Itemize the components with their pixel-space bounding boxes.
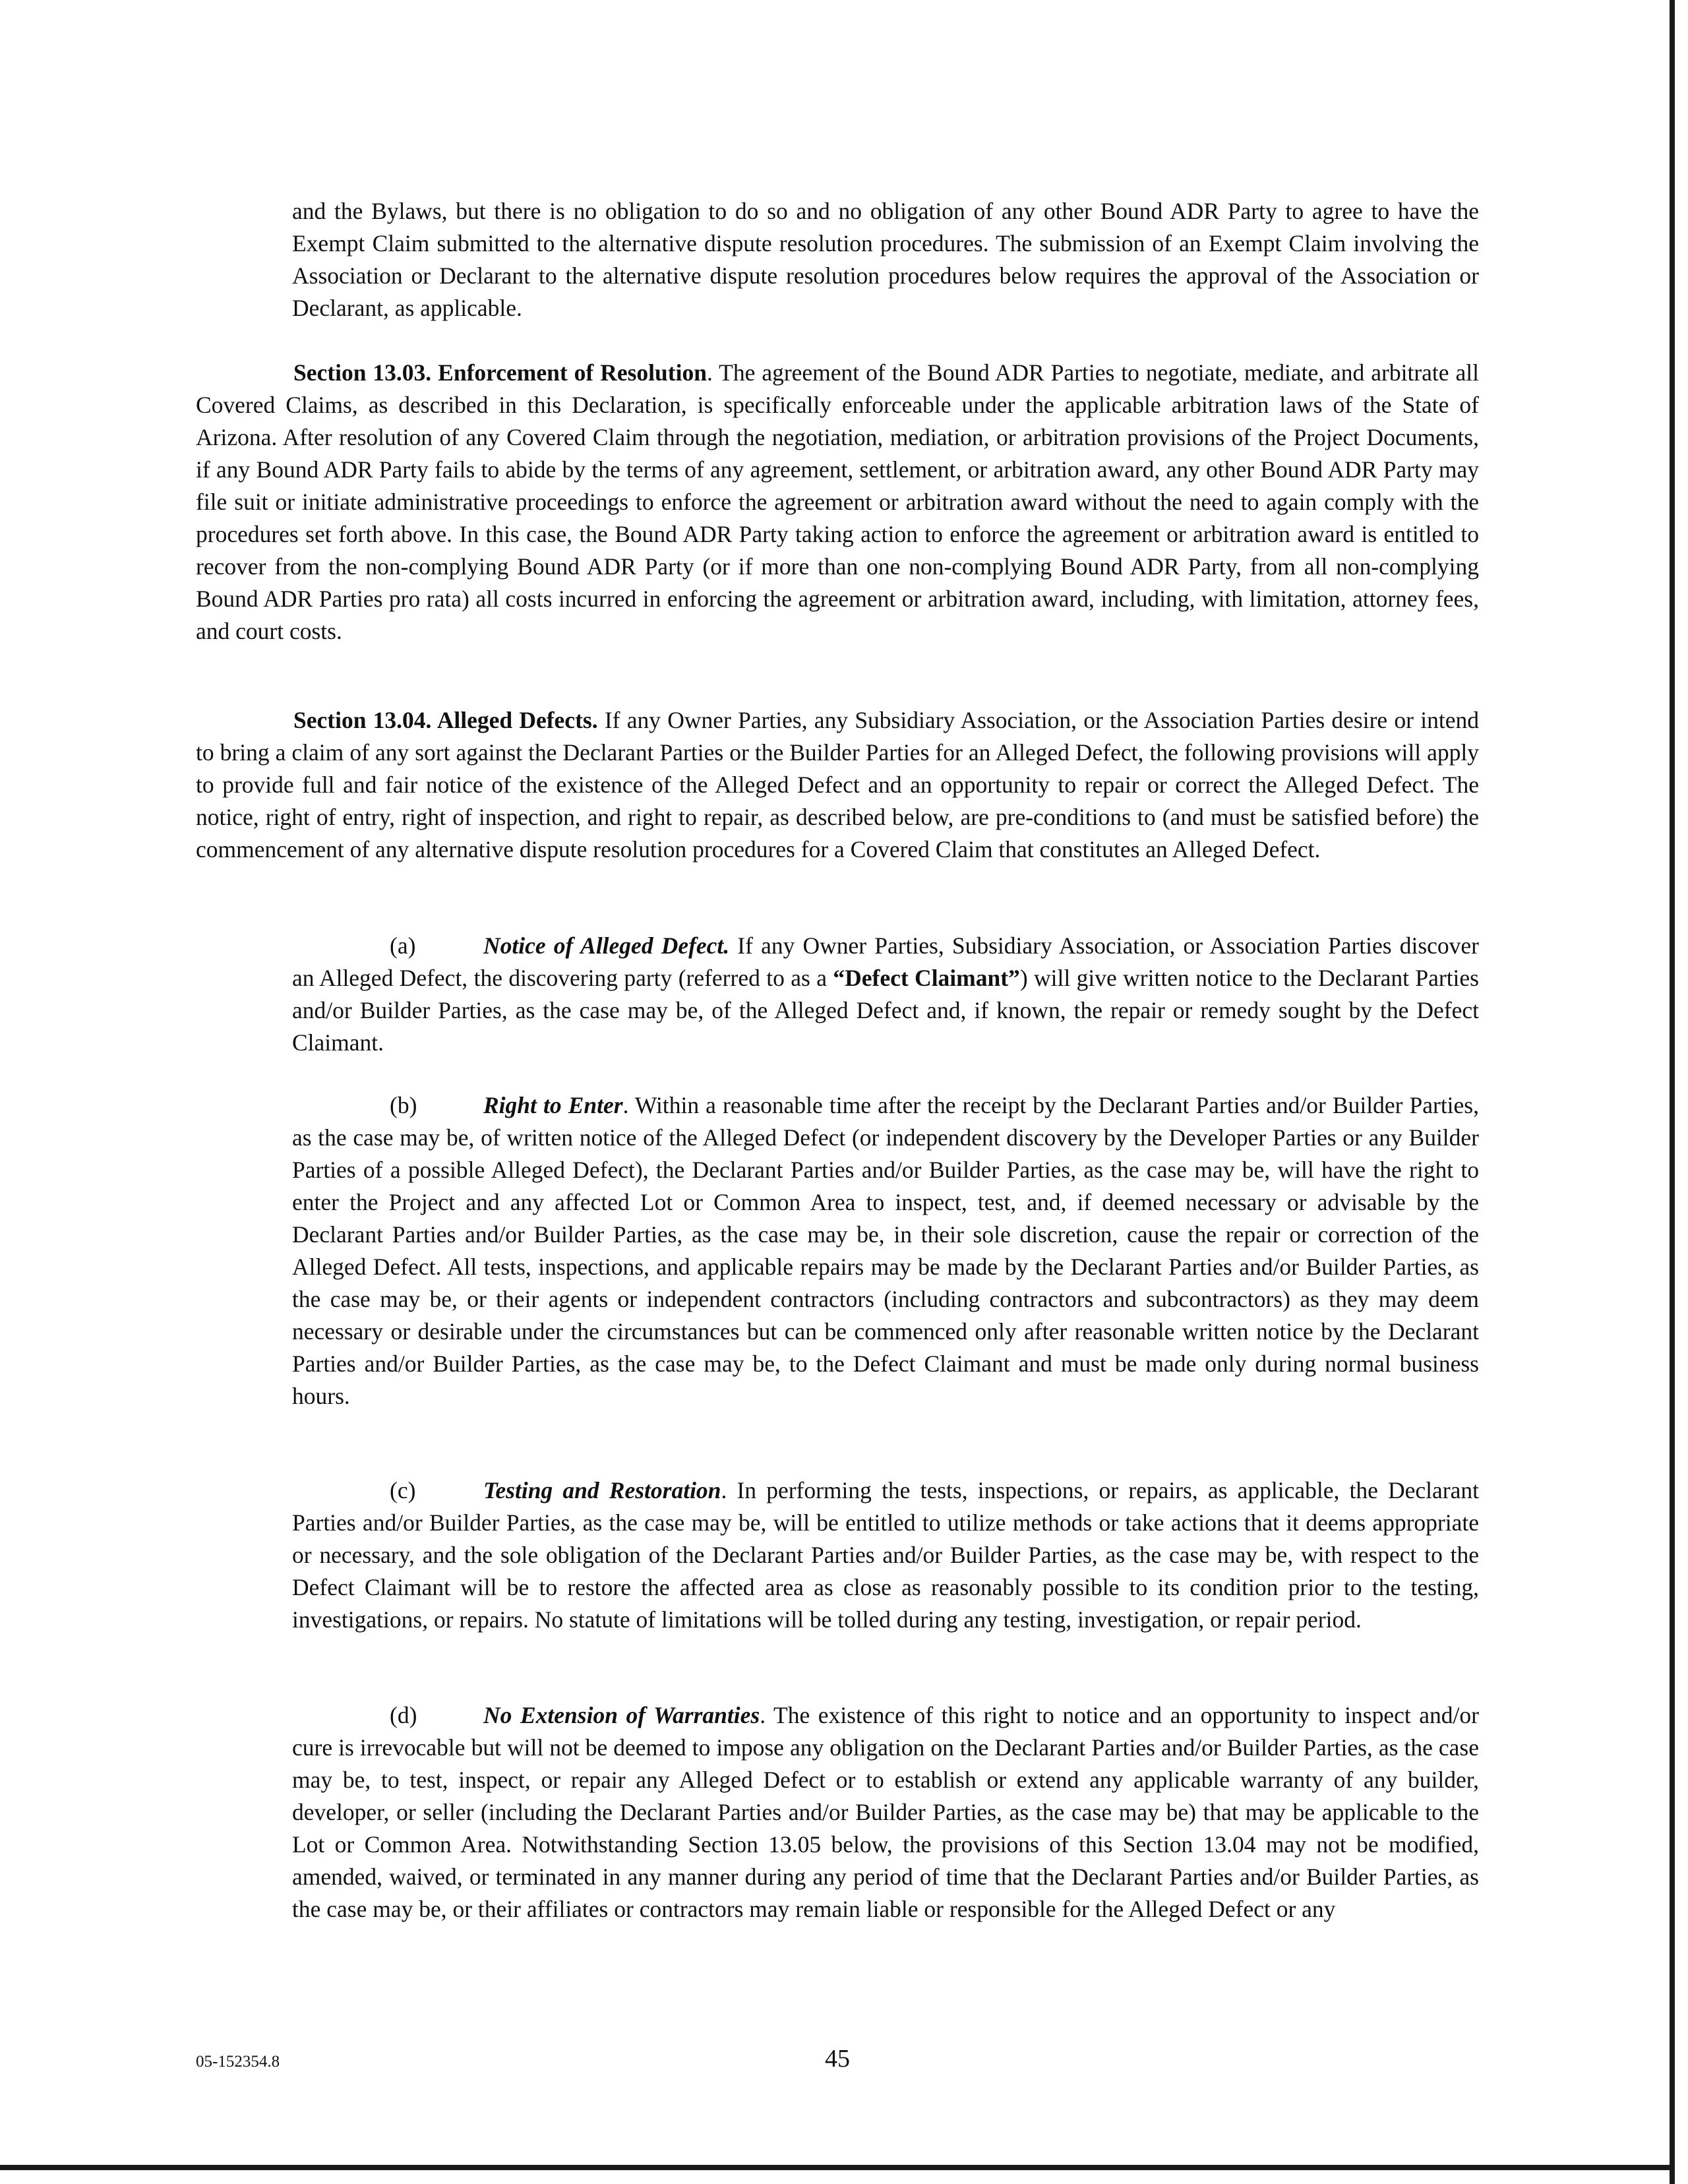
section-text: . The agreement of the Bound ADR Parties to negotiate, mediate, and arbitrate all Covered Claims, as described in this Declaration, is specifically enforceable under the applicable arbitration laws of the State of Arizona. After resolution of any Covered Claim through the negotiation, mediation, or arbitration provisions of the Project Documents, if any Bound ADR Party fails to abide by the terms of any agreement, settlement, or arbitration award, any other Bound ADR Party may file suit or initiate administrative proceedings to enforce the agreement or arbitration award without the need to again comply with the procedures set forth above. In this case, the Bound ADR Party taking action to enforce the agreement or arbitration award is entitled to recover from the non-complying Bound ADR Party (or if more than one non-complying Bound ADR Party, from all non-complying Bound ADR Parties pro rata) all costs incurred in enforcing the agreement or arbitration award, including, with limitation, attorney fees, and court costs. — [196, 359, 1480, 644]
subsection-marker: (c) — [390, 1477, 416, 1503]
subsection-text: If any Owner Parties, Subsidiary Association, or Association Parties discover an Alleged Defect, the discovering party (referred to as a — [292, 932, 1480, 991]
subsection-d — [292, 1699, 1479, 1926]
section-text: If any Owner Parties, any Subsidiary Association, or the Association Parties desire or intend to bring a claim of any sort against the Declarant Parties or the Builder Parties for an Alleged Defect, the following provisions will apply to provide full and fair notice of the existence of the Alleged Defect and an opportunity to repair or correct the Alleged Defect. The notice, right of entry, right of inspection, and right to repair, as described below, are pre-conditions to (and must be satisfied before) the commencement of any alternative dispute resolution procedures for a Covered Claim that constitutes an Alleged Defect. — [196, 707, 1479, 863]
subsection-title: No Extension of Warranties — [483, 1702, 760, 1728]
subsection-c — [292, 1474, 1479, 1636]
subsection-marker: (d) — [390, 1702, 417, 1728]
section-13-04 — [196, 704, 1479, 866]
paragraph-continuation — [292, 195, 1479, 324]
subsection-text: . Within a reasonable time after the receipt by the Declarant Parties and/or Builder Parties, as the case may be, of written notice of the Alleged Defect (or independent discovery by the Developer Parties or any Builder Parties of a possible Alleged Defect), the Declarant Parties and/or Builder Parties, as the case may be, will have the right to enter the Project and any affected Lot or Common Area to inspect, test, and, if deemed necessary or advisable by the Declarant Parties and/or Builder Parties, as the case may be, in their sole discretion, cause the repair or correction of the Alleged Defect. All tests, inspections, and applicable repairs may be made by the Declarant Parties and/or Builder Parties, as the case may be, or their agents or independent contractors (including contractors and subcontractors) as they may deem necessary or desirable under the circumstances but can be commenced only after reasonable written notice by the Declarant Parties and/or Builder Parties, as the case may be, to the Defect Claimant and must be made only during normal business hours. — [292, 1092, 1479, 1409]
section-heading: Section 13.04. Alleged Defects. — [293, 707, 598, 733]
page-edge-bottom — [0, 2165, 1675, 2170]
footer-document-id: 05-152354.8 — [196, 2053, 280, 2071]
subsection-text: . In performing the tests, inspections, or repairs, as applicable, the Declarant Parties and/or Builder Parties, as the case may be, will be entitled to utilize methods or take actions that it deems appropriate or necessary, and the sole obligation of the Declarant Parties and/or Builder Parties, as the case may be, with respect to the Defect Claimant will be to restore the affected area as close as reasonably possible to its condition prior to the testing, investigations, or repairs. No statute of limitations will be tolled during any testing, investigation, or repair period. — [292, 1477, 1479, 1633]
footer-page-number: 45 — [825, 2045, 850, 2073]
section-13-03 — [196, 357, 1479, 648]
paragraph-text: and the Bylaws, but there is no obligation to do so and no obligation of any other Bound ADR Party to agree to have the Exempt Claim submitted to the alternative dispute resolution procedures. The submission of an Exempt Claim involving the Association or Declarant to the alternative dispute resolution procedures below requires the approval of the Association or Declarant, as applicable. — [292, 198, 1479, 321]
subsection-text: . The existence of this right to notice and an opportunity to inspect and/or cure is irrevocable but will not be deemed to impose any obligation on the Declarant Parties and/or Builder Parties, as the case may be, to test, inspect, or repair any Alleged Defect or to establish or extend any applicable warranty of any builder, developer, or seller (including the Declarant Parties and/or Builder Parties, as the case may be) that may be applicable to the Lot or Common Area. Notwithstanding Section 13.05 below, the provisions of this Section 13.04 may not be modified, amended, waived, or terminated in any manner during any period of time that the Declarant Parties and/or Builder Parties, as the case may be, or their affiliates or contractors may remain liable or responsible for the Alleged Defect or any — [292, 1702, 1479, 1922]
subsection-title: Testing and Restoration — [483, 1477, 721, 1503]
defined-term: “Defect Claimant” — [833, 965, 1020, 991]
subsection-text: ) will give written notice to the Declarant Parties and/or Builder Parties, as the case may be, of the Alleged Defect and, if known, the repair or remedy sought by the Defect Claimant. — [292, 965, 1479, 1056]
subsection-b — [292, 1089, 1479, 1412]
subsection-marker: (b) — [390, 1092, 417, 1118]
page-edge-right — [1670, 0, 1675, 2184]
subsection-title: Right to Enter — [483, 1092, 623, 1118]
section-heading: Section 13.03. Enforcement of Resolution — [293, 359, 707, 386]
subsection-marker: (a) — [390, 932, 416, 959]
subsection-title: Notice of Alleged Defect. — [483, 932, 730, 959]
subsection-a — [292, 930, 1479, 1059]
